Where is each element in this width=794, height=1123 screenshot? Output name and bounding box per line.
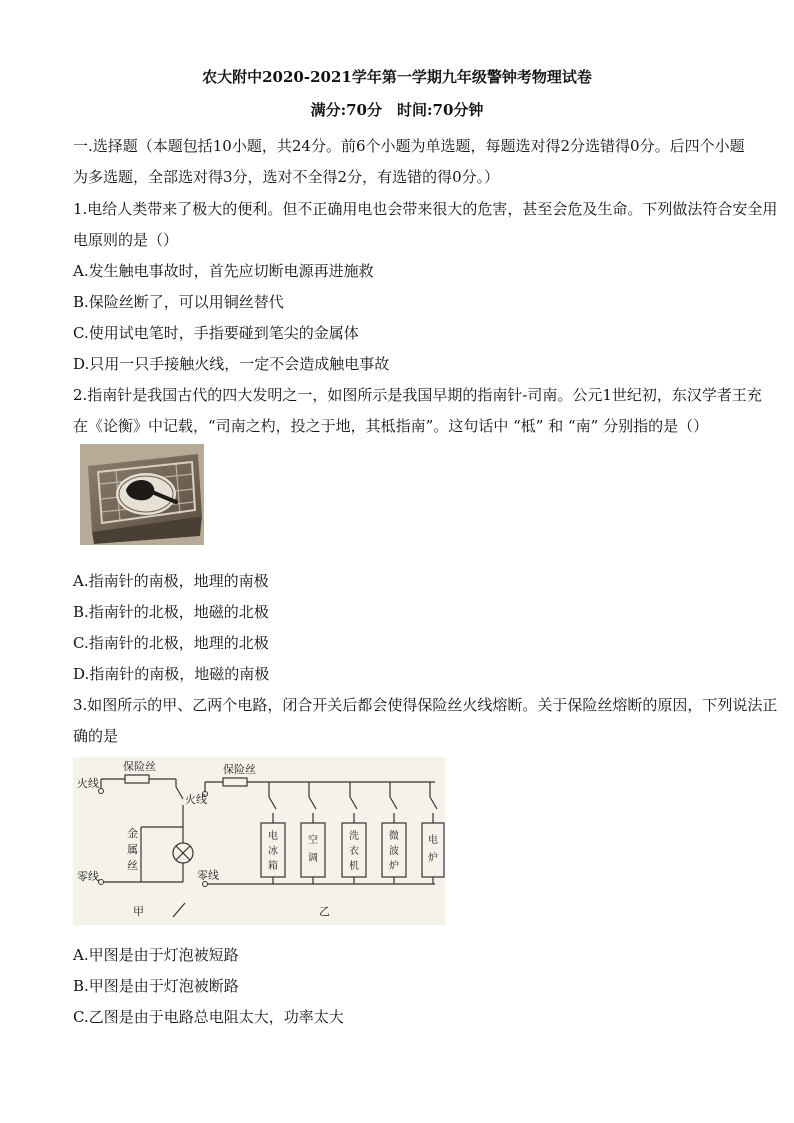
q3-stem-line-2: 确的是	[73, 727, 119, 745]
sinan-compass-photo	[80, 444, 204, 545]
exam-title: 农大附中2020-2021学年第一学期九年级警钟考物理试卷	[202, 68, 592, 86]
circuit-label-b: 乙	[319, 905, 330, 918]
fuse-label-b: 保险丝	[223, 763, 256, 776]
appliance-4-char-2: 波	[389, 846, 399, 857]
appliance-2-char-1: 空	[308, 835, 318, 846]
exam-subtitle: 满分:70分 时间:70分钟	[310, 101, 484, 119]
appliance-4-char-3: 炉	[389, 861, 399, 872]
q2-option-a: A.指南针的南极，地理的南极	[73, 572, 269, 590]
appliance-1-char-1: 电	[268, 831, 278, 842]
appliance-5-char-1: 电	[428, 835, 438, 846]
section-instructions-line-1: 一.选择题（本题包括10小题，共24分。前6个小题为单选题，每题选对得2分选错得0分。后四个小题	[73, 137, 745, 155]
appliance-5-char-2: 炉	[428, 853, 438, 864]
circuit-diagram-figure	[73, 757, 445, 925]
q2-option-b: B.指南针的北极，地磁的北极	[73, 603, 269, 621]
section-instructions-line-2: 为多选题，全部选对得3分，选对不全得2分，有选错的得0分。）	[73, 168, 500, 186]
q3-stem-line-1: 3.如图所示的甲、乙两个电路，闭合开关后都会使得保险丝火线熔断。关于保险丝熔断的原因，下列说法正	[73, 696, 778, 714]
q2-option-d: D.指南针的南极，地磁的南极	[73, 665, 270, 683]
live-wire-label-b: 火线	[185, 793, 207, 806]
q2-option-c: C.指南针的北极，地理的北极	[73, 634, 269, 652]
metal-wire-char-3: 丝	[127, 859, 138, 872]
q1-stem-line-2: 电原则的是（）	[73, 231, 179, 249]
circuit-label-a: 甲	[133, 905, 144, 918]
neutral-wire-label-a: 零线	[77, 870, 99, 883]
q3-option-b: B.甲图是由于灯泡被断路	[73, 977, 239, 995]
appliance-4-char-1: 微	[389, 831, 399, 842]
appliance-3-char-3: 机	[349, 861, 359, 872]
q2-stem-line-1: 2.指南针是我国古代的四大发明之一，如图所示是我国早期的指南针-司南。公元1世纪初，东汉学者王充	[73, 386, 762, 404]
q1-option-c: C.使用试电笔时，手指要碰到笔尖的金属体	[73, 324, 359, 342]
appliance-2-char-2: 调	[308, 853, 318, 864]
q1-option-a: A.发生触电事故时，首先应切断电源再进施救	[73, 262, 374, 280]
appliance-3-char-1: 洗	[349, 831, 359, 842]
q3-option-c: C.乙图是由于电路总电阻太大，功率太大	[73, 1008, 344, 1026]
appliance-1-char-2: 冰	[268, 846, 278, 857]
q2-stem-line-2: 在《论衡》中记载，“司南之杓，投之于地，其柢指南”。这句话中 “柢” 和 “南” 分别指的是（）	[73, 417, 709, 435]
q3-option-a: A.甲图是由于灯泡被短路	[73, 946, 239, 964]
q1-option-b: B.保险丝断了，可以用铜丝替代	[73, 293, 284, 311]
appliance-3-char-2: 衣	[349, 846, 359, 857]
q1-stem-line-1: 1.电给人类带来了极大的便利。但不正确用电也会带来很大的危害，甚至会危及生命。下列做法符合安全用	[73, 200, 778, 218]
metal-wire-char-2: 属	[127, 843, 138, 856]
appliance-1-char-3: 箱	[268, 861, 278, 872]
fuse-label-a: 保险丝	[123, 760, 156, 773]
neutral-wire-label-b: 零线	[197, 869, 219, 882]
live-wire-label-a: 火线	[77, 777, 99, 790]
q1-option-d: D.只用一只手接触火线，一定不会造成触电事故	[73, 355, 390, 373]
metal-wire-char-1: 金	[127, 827, 138, 840]
